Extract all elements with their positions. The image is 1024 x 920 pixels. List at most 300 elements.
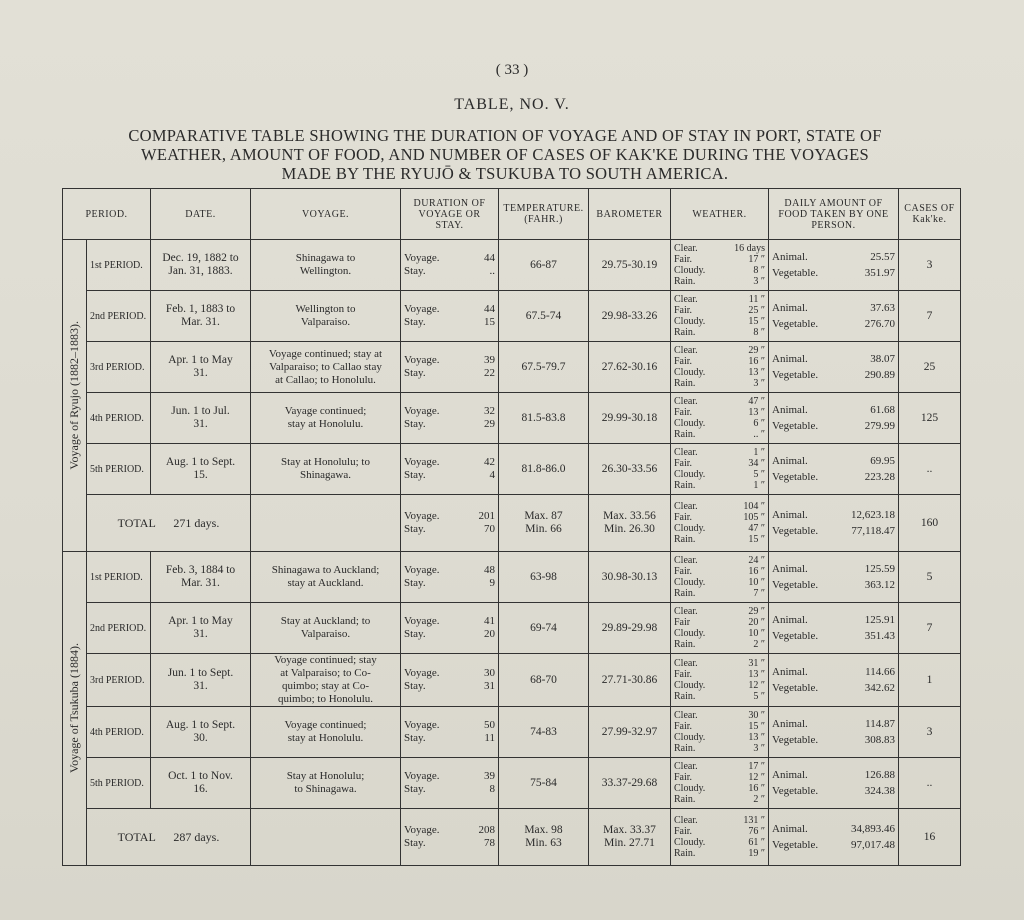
weather-label: Clear. bbox=[674, 658, 698, 669]
total-food-label: Vegetable. bbox=[772, 525, 819, 537]
food-row bbox=[772, 783, 895, 799]
duration-value: 29 bbox=[484, 418, 495, 430]
table-row bbox=[63, 444, 961, 495]
total-weather-label: Clear. bbox=[674, 501, 698, 512]
weather-row bbox=[674, 743, 765, 754]
table-row bbox=[63, 393, 961, 444]
food-value: 279.99 bbox=[864, 420, 895, 432]
voyage-cell bbox=[251, 342, 401, 393]
total-weather-label: Rain. bbox=[674, 848, 696, 859]
date-line: Jun. 1 to Sept. bbox=[167, 667, 234, 679]
total-weather-row bbox=[674, 826, 765, 837]
table-title bbox=[30, 126, 980, 183]
total-weather-row bbox=[674, 512, 765, 523]
weather-value: 16 days bbox=[734, 243, 765, 254]
weather-value: 47 ″ bbox=[748, 396, 765, 407]
duration-row bbox=[404, 316, 495, 329]
table-row bbox=[63, 603, 961, 654]
weather-row bbox=[674, 367, 765, 378]
weather-label: Clear. bbox=[674, 396, 698, 407]
total-food-row bbox=[772, 837, 895, 853]
date-line: Feb. 1, 1883 to bbox=[165, 303, 236, 315]
total-weather-value: 104 ″ bbox=[743, 501, 765, 512]
weather-row bbox=[674, 418, 765, 429]
voyage-line: quimbo; to Honolulu. bbox=[277, 693, 374, 705]
voyage-line: stay at Honolulu. bbox=[287, 732, 364, 744]
weather-row bbox=[674, 458, 765, 469]
weather-value: 2 ″ bbox=[753, 794, 765, 805]
voyage-line: stay at Auckland. bbox=[287, 577, 364, 589]
total-barometer-line: Min. 26.30 bbox=[604, 523, 655, 535]
weather-row bbox=[674, 294, 765, 305]
weather-row bbox=[674, 794, 765, 805]
barometer-cell: 27.62-30.16 bbox=[589, 342, 671, 393]
food-row bbox=[772, 453, 895, 469]
total-weather-label: Cloudy. bbox=[674, 523, 706, 534]
cases-cell: 7 bbox=[899, 291, 961, 342]
food-value: 290.89 bbox=[864, 369, 895, 381]
total-duration-value: 208 bbox=[478, 824, 495, 836]
weather-label: Cloudy. bbox=[674, 680, 706, 691]
weather-label: Cloudy. bbox=[674, 469, 706, 480]
weather-value: 10 ″ bbox=[748, 628, 765, 639]
table-row bbox=[63, 342, 961, 393]
duration-cell bbox=[401, 393, 499, 444]
duration-cell bbox=[401, 552, 499, 603]
food-label: Animal. bbox=[772, 718, 808, 730]
weather-row bbox=[674, 254, 765, 265]
date-cell bbox=[151, 707, 251, 758]
duration-label: Voyage. bbox=[404, 564, 440, 576]
food-label: Animal. bbox=[772, 563, 808, 575]
voyage-cell bbox=[251, 654, 401, 707]
total-duration-cell bbox=[401, 809, 499, 866]
weather-row bbox=[674, 588, 765, 599]
voyage-line: quimbo; stay at Co- bbox=[281, 680, 370, 692]
duration-label: Voyage. bbox=[404, 719, 440, 731]
duration-row bbox=[404, 303, 495, 316]
weather-cell bbox=[671, 444, 769, 495]
period-cell: 5th PERIOD. bbox=[87, 758, 151, 809]
weather-row bbox=[674, 628, 765, 639]
total-temperature-cell bbox=[499, 809, 589, 866]
food-value: 126.88 bbox=[864, 769, 895, 781]
weather-row bbox=[674, 305, 765, 316]
weather-label: Rain. bbox=[674, 794, 696, 805]
duration-value: 15 bbox=[484, 316, 495, 328]
voyage-line: stay at Honolulu. bbox=[287, 418, 364, 430]
food-row bbox=[772, 402, 895, 418]
voyage-cell bbox=[251, 240, 401, 291]
header-weather: WEATHER. bbox=[671, 189, 769, 240]
weather-label: Clear. bbox=[674, 345, 698, 356]
duration-label: Stay. bbox=[404, 469, 426, 481]
total-food-value: 77,118.47 bbox=[851, 525, 895, 537]
food-label: Vegetable. bbox=[772, 267, 819, 279]
voyage-line: Stay at Honolulu; to bbox=[281, 456, 370, 468]
cases-cell: .. bbox=[899, 444, 961, 495]
food-cell bbox=[769, 654, 899, 707]
total-duration-row bbox=[404, 824, 495, 837]
header-date: DATE. bbox=[151, 189, 251, 240]
duration-label: Stay. bbox=[404, 577, 426, 589]
table-row bbox=[63, 707, 961, 758]
temperature-cell: 81.5-83.8 bbox=[499, 393, 589, 444]
weather-row bbox=[674, 710, 765, 721]
duration-row bbox=[404, 367, 495, 380]
weather-row bbox=[674, 469, 765, 480]
weather-row bbox=[674, 566, 765, 577]
date-cell bbox=[151, 552, 251, 603]
food-value: 324.38 bbox=[864, 785, 895, 797]
period-cell: 4th PERIOD. bbox=[87, 393, 151, 444]
total-barometer-line: Max. 33.37 bbox=[603, 824, 656, 836]
weather-row bbox=[674, 577, 765, 588]
weather-row bbox=[674, 243, 765, 254]
duration-label: Stay. bbox=[404, 680, 426, 692]
food-label: Vegetable. bbox=[772, 734, 819, 746]
temperature-cell: 75-84 bbox=[499, 758, 589, 809]
weather-label: Fair. bbox=[674, 772, 693, 783]
weather-label: Clear. bbox=[674, 761, 698, 772]
voyage-group-label: Voyage of Tsukuba (1884). bbox=[67, 643, 81, 774]
voyage-line: Voyage continued; stay at bbox=[268, 347, 383, 360]
comparative-table bbox=[62, 188, 961, 866]
cases-cell: 125 bbox=[899, 393, 961, 444]
weather-value: 17 ″ bbox=[748, 761, 765, 772]
period-cell: 2nd PERIOD. bbox=[87, 291, 151, 342]
duration-label: Stay. bbox=[404, 783, 426, 795]
weather-label: Fair. bbox=[674, 254, 693, 265]
duration-label: Voyage. bbox=[404, 456, 440, 468]
weather-label: Rain. bbox=[674, 429, 696, 440]
duration-value: 30 bbox=[484, 667, 495, 679]
food-value: 69.95 bbox=[870, 455, 895, 467]
header-voyage: VOYAGE. bbox=[251, 189, 401, 240]
weather-label: Fair. bbox=[674, 721, 693, 732]
date-line: 31. bbox=[193, 367, 208, 379]
total-duration-label: Stay. bbox=[404, 837, 426, 849]
weather-label: Clear. bbox=[674, 606, 698, 617]
total-food-label: Vegetable. bbox=[772, 839, 819, 851]
total-temperature-line: Min. 66 bbox=[525, 523, 562, 535]
food-value: 125.59 bbox=[864, 563, 895, 575]
weather-cell bbox=[671, 603, 769, 654]
total-barometer-line: Max. 33.56 bbox=[603, 510, 656, 522]
food-cell bbox=[769, 707, 899, 758]
food-label: Vegetable. bbox=[772, 630, 819, 642]
total-duration-label: Stay. bbox=[404, 523, 426, 535]
date-line: 31. bbox=[193, 628, 208, 640]
header-cases: CASES OF Kak'ke. bbox=[899, 189, 961, 240]
duration-cell bbox=[401, 758, 499, 809]
duration-value: 4 bbox=[489, 469, 495, 481]
food-row bbox=[772, 664, 895, 680]
weather-row bbox=[674, 639, 765, 650]
weather-value: 3 ″ bbox=[753, 378, 765, 389]
duration-row bbox=[404, 783, 495, 796]
table-heading: TABLE, NO. V. bbox=[454, 96, 570, 113]
weather-row bbox=[674, 680, 765, 691]
weather-cell bbox=[671, 342, 769, 393]
weather-label: Rain. bbox=[674, 276, 696, 287]
duration-row bbox=[404, 732, 495, 745]
barometer-cell: 30.98-30.13 bbox=[589, 552, 671, 603]
total-cases-cell: 160 bbox=[899, 495, 961, 552]
food-row bbox=[772, 680, 895, 696]
header-temperature: TEMPERATURE. (FAHR.) bbox=[499, 189, 589, 240]
food-label: Vegetable. bbox=[772, 579, 819, 591]
weather-label: Fair. bbox=[674, 356, 693, 367]
weather-row bbox=[674, 783, 765, 794]
duration-value: 11 bbox=[484, 732, 495, 744]
weather-value: 2 ″ bbox=[753, 639, 765, 650]
date-line: Mar. 31. bbox=[181, 577, 220, 589]
weather-cell bbox=[671, 707, 769, 758]
voyage-group-cell bbox=[63, 240, 87, 552]
weather-value: 17 ″ bbox=[748, 254, 765, 265]
weather-label: Rain. bbox=[674, 327, 696, 338]
duration-cell bbox=[401, 291, 499, 342]
total-food-value: 34,893.46 bbox=[851, 823, 895, 835]
period-cell: 1st PERIOD. bbox=[87, 552, 151, 603]
total-duration-row bbox=[404, 523, 495, 536]
period-cell: 2nd PERIOD. bbox=[87, 603, 151, 654]
food-row bbox=[772, 351, 895, 367]
duration-cell bbox=[401, 707, 499, 758]
food-cell bbox=[769, 291, 899, 342]
voyage-line: at Callao; to Honolulu. bbox=[275, 373, 376, 386]
food-value: 276.70 bbox=[864, 318, 895, 330]
weather-row bbox=[674, 761, 765, 772]
date-line: 31. bbox=[193, 418, 208, 430]
food-row bbox=[772, 561, 895, 577]
duration-label: Voyage. bbox=[404, 354, 440, 366]
duration-value: 39 bbox=[484, 770, 495, 782]
food-value: 223.28 bbox=[864, 471, 895, 483]
duration-label: Stay. bbox=[404, 418, 426, 430]
weather-row bbox=[674, 658, 765, 669]
weather-cell bbox=[671, 291, 769, 342]
duration-cell bbox=[401, 240, 499, 291]
weather-cell bbox=[671, 393, 769, 444]
temperature-cell: 66-87 bbox=[499, 240, 589, 291]
voyage-line: Shinagawa to Auckland; bbox=[271, 564, 380, 576]
duration-row bbox=[404, 667, 495, 680]
food-label: Animal. bbox=[772, 404, 808, 416]
duration-row bbox=[404, 719, 495, 732]
food-cell bbox=[769, 552, 899, 603]
date-cell bbox=[151, 654, 251, 707]
voyage-cell bbox=[251, 291, 401, 342]
duration-label: Voyage. bbox=[404, 303, 440, 315]
total-cases-cell: 16 bbox=[899, 809, 961, 866]
voyage-line: Valparaiso. bbox=[300, 628, 351, 640]
weather-label: Cloudy. bbox=[674, 732, 706, 743]
food-cell bbox=[769, 758, 899, 809]
barometer-cell: 29.89-29.98 bbox=[589, 603, 671, 654]
food-label: Animal. bbox=[772, 769, 808, 781]
weather-value: 16 ″ bbox=[748, 566, 765, 577]
weather-row bbox=[674, 732, 765, 743]
voyage-line: Voyage continued; stay bbox=[274, 654, 377, 666]
food-label: Animal. bbox=[772, 455, 808, 467]
table-row bbox=[63, 758, 961, 809]
temperature-cell: 67.5-79.7 bbox=[499, 342, 589, 393]
total-food-cell bbox=[769, 495, 899, 552]
total-food-row bbox=[772, 523, 895, 539]
voyage-line: Vayage continued; bbox=[284, 405, 367, 417]
total-weather-row bbox=[674, 501, 765, 512]
weather-label: Fair bbox=[674, 617, 691, 628]
date-cell bbox=[151, 240, 251, 291]
food-label: Animal. bbox=[772, 302, 808, 314]
duration-value: 31 bbox=[484, 680, 495, 692]
food-row bbox=[772, 732, 895, 748]
food-value: 125.91 bbox=[864, 614, 895, 626]
voyage-cell bbox=[251, 552, 401, 603]
header-period: PERIOD. bbox=[63, 189, 151, 240]
voyage-group-cell bbox=[63, 552, 87, 866]
total-temperature-line: Max. 98 bbox=[524, 824, 563, 836]
weather-label: Cloudy. bbox=[674, 367, 706, 378]
food-value: 61.68 bbox=[870, 404, 895, 416]
duration-value: 48 bbox=[484, 564, 495, 576]
food-row bbox=[772, 469, 895, 485]
comparative-table-wrapper bbox=[62, 188, 960, 866]
food-value: 351.43 bbox=[864, 630, 895, 642]
duration-row bbox=[404, 265, 495, 278]
date-cell bbox=[151, 342, 251, 393]
duration-row bbox=[404, 628, 495, 641]
voyage-line: Wellington. bbox=[299, 265, 352, 277]
duration-value: 8 bbox=[489, 783, 495, 795]
voyage-line: Wellington to bbox=[295, 303, 356, 315]
temperature-cell: 69-74 bbox=[499, 603, 589, 654]
total-voyage-cell bbox=[251, 809, 401, 866]
header-barometer: BAROMETER bbox=[589, 189, 671, 240]
food-value: 38.07 bbox=[870, 353, 895, 365]
title-line: COMPARATIVE TABLE SHOWING THE DURATION OF VOYAGE AND OF STAY IN PORT, STATE OF bbox=[128, 126, 882, 145]
total-duration-label: Voyage. bbox=[404, 510, 440, 522]
cases-cell: 5 bbox=[899, 552, 961, 603]
duration-label: Voyage. bbox=[404, 667, 440, 679]
food-cell bbox=[769, 603, 899, 654]
voyage-group-label: Voyage of Ryujo (1882–1883). bbox=[67, 321, 81, 470]
title-line: MADE BY THE RYUJŌ & TSUKUBA TO SOUTH AMERICA. bbox=[281, 164, 729, 183]
duration-value: 44 bbox=[484, 303, 495, 315]
title-line: WEATHER, AMOUNT OF FOOD, AND NUMBER OF CASES OF KAK'KE DURING THE VOYAGES bbox=[140, 145, 869, 164]
date-line: Aug. 1 to Sept. bbox=[165, 719, 236, 731]
food-cell bbox=[769, 240, 899, 291]
weather-value: 29 ″ bbox=[748, 606, 765, 617]
duration-value: 41 bbox=[484, 615, 495, 627]
barometer-cell: 27.99-32.97 bbox=[589, 707, 671, 758]
weather-row bbox=[674, 617, 765, 628]
duration-label: Voyage. bbox=[404, 770, 440, 782]
weather-row bbox=[674, 480, 765, 491]
total-duration-value: 70 bbox=[484, 523, 495, 535]
duration-cell bbox=[401, 342, 499, 393]
duration-label: Stay. bbox=[404, 367, 426, 379]
weather-value: 16 ″ bbox=[748, 356, 765, 367]
weather-cell bbox=[671, 240, 769, 291]
voyage-line: Valparaiso. bbox=[300, 316, 351, 328]
duration-row bbox=[404, 577, 495, 590]
period-cell: 1st PERIOD. bbox=[87, 240, 151, 291]
total-temperature-line: Min. 63 bbox=[525, 837, 562, 849]
weather-label: Cloudy. bbox=[674, 783, 706, 794]
table-row bbox=[63, 654, 961, 707]
weather-row bbox=[674, 327, 765, 338]
date-line: Apr. 1 to May bbox=[168, 354, 233, 366]
food-row bbox=[772, 300, 895, 316]
weather-value: 11 ″ bbox=[748, 294, 765, 305]
duration-cell bbox=[401, 444, 499, 495]
duration-row bbox=[404, 469, 495, 482]
total-weather-label: Clear. bbox=[674, 815, 698, 826]
weather-label: Clear. bbox=[674, 710, 698, 721]
food-label: Animal. bbox=[772, 353, 808, 365]
total-weather-row bbox=[674, 815, 765, 826]
total-food-cell bbox=[769, 809, 899, 866]
voyage-cell bbox=[251, 393, 401, 444]
date-line: Mar. 31. bbox=[181, 316, 220, 328]
weather-label: Fair. bbox=[674, 305, 693, 316]
barometer-cell: 33.37-29.68 bbox=[589, 758, 671, 809]
weather-label: Rain. bbox=[674, 743, 696, 754]
weather-value: 1 ″ bbox=[753, 447, 765, 458]
duration-value: 42 bbox=[484, 456, 495, 468]
weather-row bbox=[674, 555, 765, 566]
date-cell bbox=[151, 393, 251, 444]
food-row bbox=[772, 265, 895, 281]
weather-row bbox=[674, 407, 765, 418]
cases-cell: 25 bbox=[899, 342, 961, 393]
weather-label: Rain. bbox=[674, 378, 696, 389]
voyage-line: Stay at Auckland; to bbox=[280, 615, 371, 627]
food-label: Vegetable. bbox=[772, 471, 819, 483]
duration-row bbox=[404, 456, 495, 469]
weather-value: 6 ″ bbox=[753, 418, 765, 429]
food-row bbox=[772, 612, 895, 628]
total-weather-cell bbox=[671, 809, 769, 866]
weather-cell bbox=[671, 758, 769, 809]
barometer-cell: 29.75-30.19 bbox=[589, 240, 671, 291]
total-barometer-cell bbox=[589, 495, 671, 552]
weather-label: Rain. bbox=[674, 691, 696, 702]
food-row bbox=[772, 577, 895, 593]
voyage-line: Voyage continued; bbox=[284, 719, 367, 731]
duration-row bbox=[404, 770, 495, 783]
total-duration-value: 78 bbox=[484, 837, 495, 849]
total-duration-value: 201 bbox=[478, 510, 495, 522]
duration-label: Stay. bbox=[404, 628, 426, 640]
header-food: DAILY AMOUNT OF FOOD TAKEN BY ONE PERSON. bbox=[769, 189, 899, 240]
duration-value: 44 bbox=[484, 252, 495, 264]
weather-value: 13 ″ bbox=[748, 407, 765, 418]
weather-value: 24 ″ bbox=[748, 555, 765, 566]
food-label: Vegetable. bbox=[772, 318, 819, 330]
temperature-cell: 68-70 bbox=[499, 654, 589, 707]
weather-value: 31 ″ bbox=[748, 658, 765, 669]
date-line: 30. bbox=[193, 732, 208, 744]
weather-label: Cloudy. bbox=[674, 418, 706, 429]
voyage-line: Shinagawa. bbox=[299, 469, 351, 481]
voyage-line: Stay at Honolulu; bbox=[286, 770, 365, 782]
duration-value: 20 bbox=[484, 628, 495, 640]
weather-label: Cloudy. bbox=[674, 628, 706, 639]
